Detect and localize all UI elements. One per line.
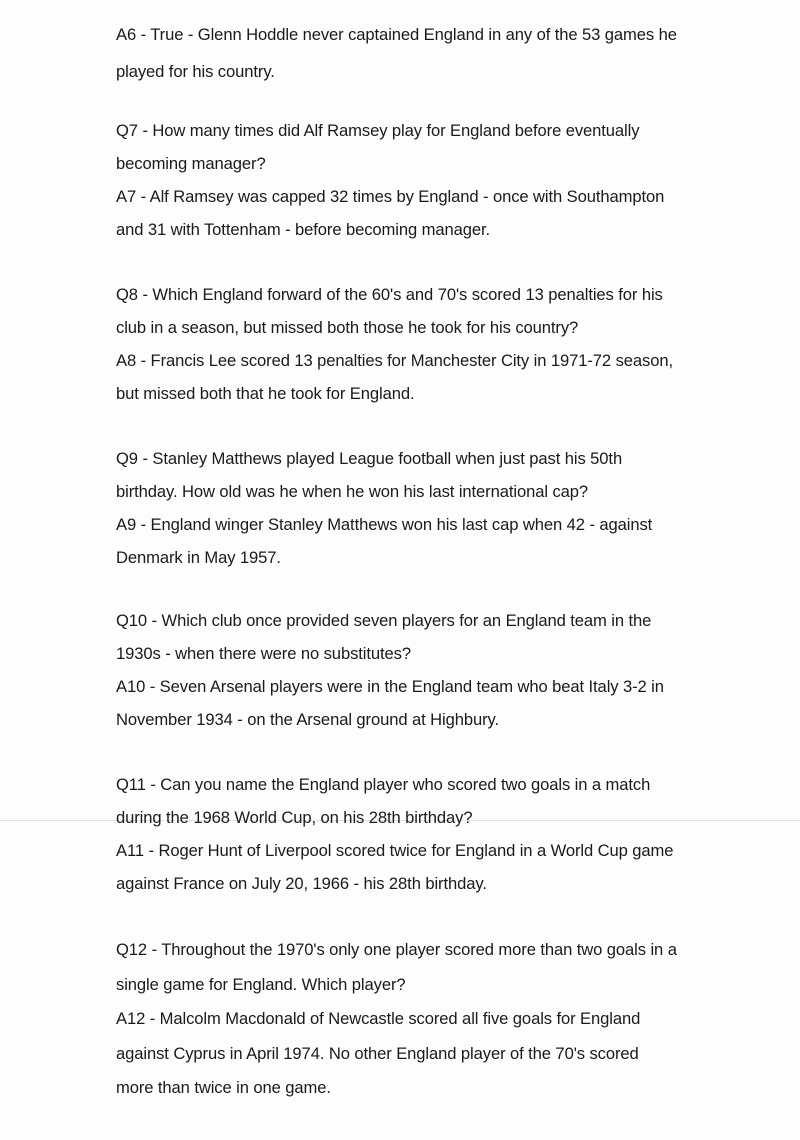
qa-block-7 bbox=[116, 114, 786, 246]
text-line: November 1934 - on the Arsenal ground at Highbury. bbox=[116, 710, 500, 729]
text-line: A8 - Francis Lee scored 13 penalties for Manchester City in 1971-72 season, bbox=[116, 351, 673, 370]
text-line: single game for England. Which player? bbox=[116, 974, 406, 994]
text-line: A10 - Seven Arsenal players were in the England team who beat Italy 3-2 in bbox=[116, 677, 664, 696]
text-line: club in a season, but missed both those he took for his country? bbox=[116, 318, 579, 337]
text-line: Q12 - Throughout the 1970's only one player scored more than two goals in a bbox=[116, 940, 677, 959]
text-line: Q7 - How many times did Alf Ramsey play for England before eventually bbox=[116, 121, 640, 140]
text-line: A11 - Roger Hunt of Liverpool scored twice for England in a World Cup game bbox=[116, 841, 674, 860]
text-line: and 31 with Tottenham - before becoming manager. bbox=[116, 220, 491, 239]
text-line: more than twice in one game. bbox=[116, 1078, 331, 1097]
qa-block-12 bbox=[116, 933, 786, 1106]
text-line: Q9 - Stanley Matthews played League football when just past his 50th bbox=[116, 449, 623, 468]
qa-block-10 bbox=[116, 604, 786, 736]
text-line: but missed both that he took for England. bbox=[116, 384, 415, 403]
text-line: played for his country. bbox=[116, 62, 275, 81]
text-line: Q11 - Can you name the England player who scored two goals in a match bbox=[116, 775, 651, 794]
text-line: A12 - Malcolm Macdonald of Newcastle scored all five goals for England bbox=[116, 1009, 641, 1028]
text-line: Q8 - Which England forward of the 60's and 70's scored 13 penalties for his bbox=[116, 285, 663, 304]
text-line: A6 - True - Glenn Hoddle never captained England in any of the 53 games he bbox=[116, 25, 677, 44]
text-line: birthday. How old was he when he won his last international cap? bbox=[116, 482, 589, 501]
text-line: A7 - Alf Ramsey was capped 32 times by England - once with Southampton bbox=[116, 187, 665, 206]
text-line: Q10 - Which club once provided seven players for an England team in the bbox=[116, 611, 652, 630]
text-line: 1930s - when there were no substitutes? bbox=[116, 644, 411, 663]
text-line: against Cyprus in April 1974. No other England player of the 70's scored bbox=[116, 1043, 639, 1063]
text-line: during the 1968 World Cup, on his 28th birthday? bbox=[116, 808, 473, 827]
text-line: becoming manager? bbox=[116, 154, 266, 173]
text-line: against France on July 20, 1966 - his 28th birthday. bbox=[116, 874, 487, 893]
answer-block-6 bbox=[116, 16, 786, 90]
qa-block-8 bbox=[116, 278, 786, 410]
text-line: Denmark in May 1957. bbox=[116, 548, 281, 567]
text-line: A9 - England winger Stanley Matthews won his last cap when 42 - against bbox=[116, 515, 653, 534]
qa-block-9 bbox=[116, 442, 786, 574]
qa-block-11 bbox=[116, 768, 786, 900]
